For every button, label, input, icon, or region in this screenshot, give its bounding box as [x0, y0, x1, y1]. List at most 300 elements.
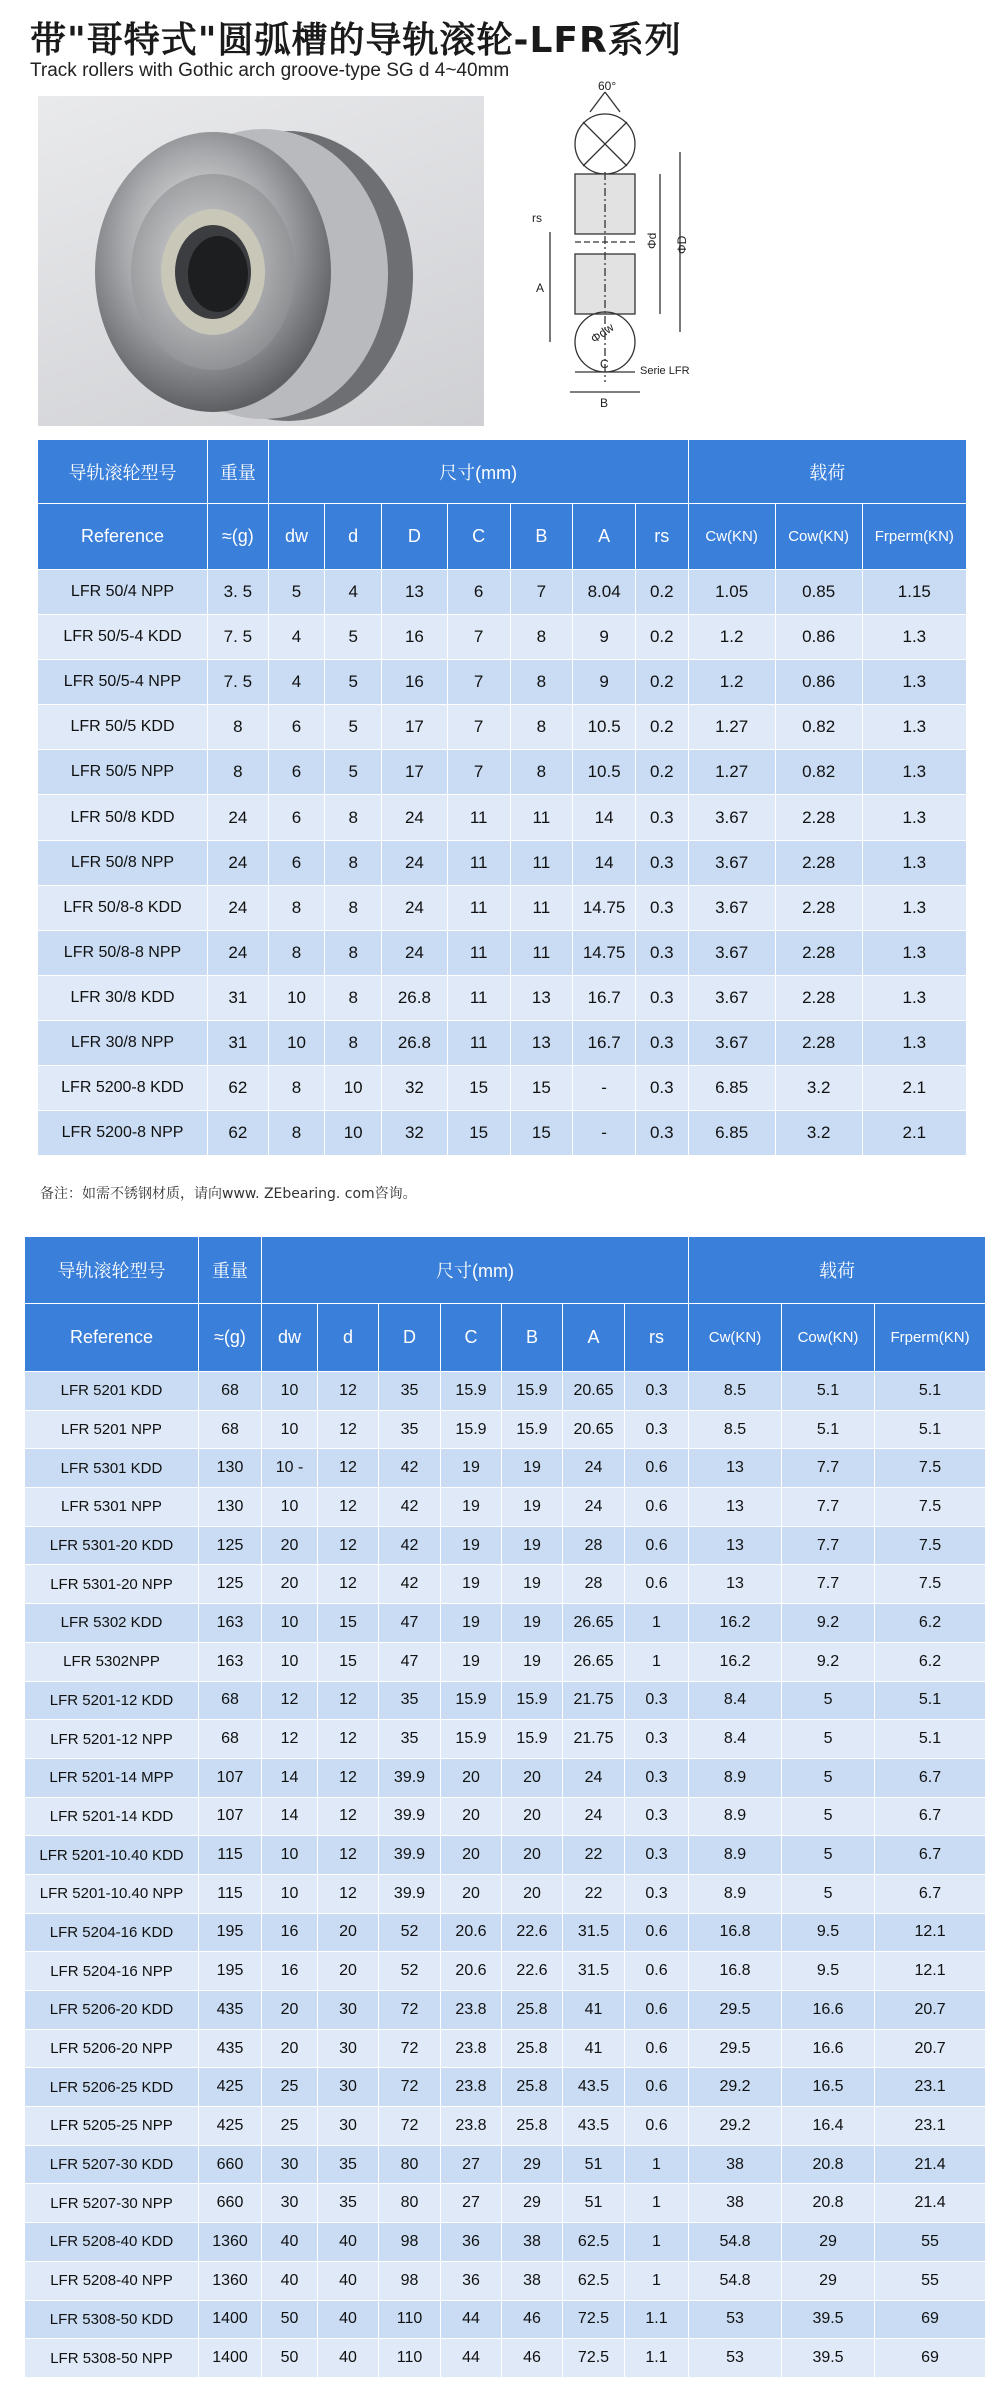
cell-value: 24: [382, 840, 448, 885]
cell-value: 1.27: [688, 705, 775, 750]
cell-value: 3.67: [688, 885, 775, 930]
cell-reference: LFR 5201-12 NPP: [25, 1720, 199, 1759]
cell-value: 115: [199, 1836, 262, 1875]
table-row: [38, 1111, 967, 1156]
cell-reference: LFR 50/5 NPP: [38, 750, 208, 795]
cell-value: 0.82: [775, 705, 862, 750]
header-col-D: D: [379, 1304, 441, 1372]
cell-value: 15: [318, 1642, 379, 1681]
cell-value: 16.8: [689, 1913, 782, 1952]
cell-value: 20: [318, 1952, 379, 1991]
cell-value: 2.28: [775, 930, 862, 975]
page-subtitle: Track rollers with Gothic arch groove-type SG d 4~40mm: [30, 60, 510, 81]
cell-reference: LFR 50/8 KDD: [38, 795, 208, 840]
cell-value: 20.65: [563, 1372, 625, 1411]
header-load-cn: 载荷: [689, 1237, 986, 1304]
cell-value: 39.5: [782, 2339, 875, 2378]
cell-value: 12: [318, 1681, 379, 1720]
cell-value: 8.9: [689, 1836, 782, 1875]
cell-value: 27: [441, 2145, 502, 2184]
cell-value: 8.4: [689, 1681, 782, 1720]
cell-value: 16: [262, 1913, 318, 1952]
cell-value: 1.3: [862, 750, 966, 795]
header-col-B: B: [510, 504, 573, 570]
cell-reference: LFR 5301-20 KDD: [25, 1526, 199, 1565]
cross-section-diagram: [520, 79, 730, 412]
cell-value: 17: [382, 750, 448, 795]
cell-value: 40: [262, 2223, 318, 2262]
cell-value: 12: [262, 1681, 318, 1720]
table-row: [25, 2145, 986, 2184]
cell-value: 35: [379, 1720, 441, 1759]
cell-value: 7.5: [875, 1449, 986, 1488]
header-col-A: A: [563, 1304, 625, 1372]
cell-value: 0.3: [625, 1874, 689, 1913]
cell-value: 15.9: [441, 1410, 502, 1449]
cell-reference: LFR 5201 KDD: [25, 1372, 199, 1411]
cell-value: 15: [447, 1066, 510, 1111]
cell-value: 42: [379, 1488, 441, 1527]
cell-value: 27: [441, 2184, 502, 2223]
cell-value: 125: [199, 1526, 262, 1565]
header-col-dw: dw: [268, 504, 325, 570]
cell-value: 42: [379, 1449, 441, 1488]
cell-value: 1.27: [688, 750, 775, 795]
cell-value: 9: [573, 660, 636, 705]
cell-value: 39.9: [379, 1797, 441, 1836]
cell-value: 107: [199, 1797, 262, 1836]
cell-value: 24: [208, 885, 269, 930]
cell-value: 19: [502, 1565, 563, 1604]
cell-value: 20: [262, 1991, 318, 2030]
dd-label: ΦD: [675, 235, 689, 254]
cell-value: 1.3: [862, 705, 966, 750]
cell-reference: LFR 5206-20 NPP: [25, 2029, 199, 2068]
cell-value: 17: [382, 705, 448, 750]
cell-value: 0.82: [775, 750, 862, 795]
cell-value: 69: [875, 2339, 986, 2378]
cell-value: 50: [262, 2339, 318, 2378]
cell-value: 10: [262, 1836, 318, 1875]
cell-value: 19: [441, 1449, 502, 1488]
cell-value: 80: [379, 2184, 441, 2223]
cell-value: 7.7: [782, 1449, 875, 1488]
cell-reference: LFR 5207-30 NPP: [25, 2184, 199, 2223]
cell-value: 13: [689, 1488, 782, 1527]
cell-value: 25.8: [502, 2107, 563, 2146]
cell-reference: LFR 5208-40 KDD: [25, 2223, 199, 2262]
cell-value: 98: [379, 2223, 441, 2262]
spec-table-2: [24, 1236, 986, 2378]
cell-value: 21.4: [875, 2184, 986, 2223]
cell-value: 8.04: [573, 570, 636, 615]
cell-value: 8.5: [689, 1410, 782, 1449]
cell-value: 72: [379, 2068, 441, 2107]
cell-value: 0.3: [635, 840, 688, 885]
cell-reference: LFR 5200-8 KDD: [38, 1066, 208, 1111]
cell-value: 10: [325, 1111, 382, 1156]
cell-value: 1.3: [862, 660, 966, 705]
cell-value: 15.9: [502, 1720, 563, 1759]
cell-value: 29.5: [689, 1991, 782, 2030]
cell-value: 660: [199, 2184, 262, 2223]
table-row: [25, 2300, 986, 2339]
table-row: [38, 660, 967, 705]
cell-reference: LFR 5205-25 NPP: [25, 2107, 199, 2146]
cell-reference: LFR 5308-50 NPP: [25, 2339, 199, 2378]
cell-value: 26.65: [563, 1604, 625, 1643]
header-col-dw: dw: [262, 1304, 318, 1372]
roller-photo: [38, 96, 484, 426]
cell-value: 68: [199, 1681, 262, 1720]
cell-value: 5.1: [782, 1372, 875, 1411]
cell-value: 0.3: [635, 1111, 688, 1156]
cell-value: 1: [625, 1642, 689, 1681]
cell-reference: LFR 50/4 NPP: [38, 570, 208, 615]
c-label: C: [600, 357, 609, 371]
cell-value: 1.15: [862, 570, 966, 615]
header-col-cw: Cw(KN): [688, 504, 775, 570]
cell-value: 16.6: [782, 1991, 875, 2030]
cell-value: 15: [318, 1604, 379, 1643]
cell-value: 38: [689, 2184, 782, 2223]
table-row: [25, 1874, 986, 1913]
cell-value: 11: [447, 885, 510, 930]
cell-reference: LFR 5302NPP: [25, 1642, 199, 1681]
header-col-rs: rs: [625, 1304, 689, 1372]
cell-value: 16.5: [782, 2068, 875, 2107]
cell-value: 16.8: [689, 1952, 782, 1991]
header-load-cn: 载荷: [688, 440, 966, 504]
cell-value: 10: [325, 1066, 382, 1111]
cell-value: 25.8: [502, 2029, 563, 2068]
cell-reference: LFR 5201 NPP: [25, 1410, 199, 1449]
cell-value: 10: [268, 975, 325, 1020]
cell-value: 5.1: [875, 1681, 986, 1720]
cell-value: 5: [782, 1758, 875, 1797]
cell-value: 8: [268, 885, 325, 930]
cell-value: 23.8: [441, 2068, 502, 2107]
cell-value: 115: [199, 1874, 262, 1913]
cell-reference: LFR 50/8 NPP: [38, 840, 208, 885]
cell-value: 10: [262, 1488, 318, 1527]
cell-value: 26.8: [382, 975, 448, 1020]
cell-value: 16.2: [689, 1642, 782, 1681]
table-row: [38, 615, 967, 660]
cell-value: 425: [199, 2068, 262, 2107]
rs-label: rs: [532, 211, 542, 225]
cell-value: 3.67: [688, 795, 775, 840]
cell-value: 41: [563, 2029, 625, 2068]
angle-label: 60°: [598, 79, 617, 93]
cell-value: 25.8: [502, 1991, 563, 2030]
cell-value: 110: [379, 2339, 441, 2378]
cell-value: 8: [510, 660, 573, 705]
cell-value: 51: [563, 2145, 625, 2184]
cell-value: 72: [379, 2029, 441, 2068]
table-row: [38, 975, 967, 1020]
cell-value: 6.7: [875, 1874, 986, 1913]
cell-value: 19: [441, 1604, 502, 1643]
cell-value: 12: [318, 1797, 379, 1836]
cell-value: 62.5: [563, 2261, 625, 2300]
cell-value: 5.1: [875, 1720, 986, 1759]
cell-value: 24: [382, 795, 448, 840]
cell-reference: LFR 5204-16 NPP: [25, 1952, 199, 1991]
cell-value: 31.5: [563, 1952, 625, 1991]
cell-value: 30: [262, 2184, 318, 2223]
cell-value: 8: [268, 1066, 325, 1111]
cell-value: 8: [325, 840, 382, 885]
table-row: [25, 1991, 986, 2030]
header-weight-cn: 重量: [199, 1237, 262, 1304]
cell-value: 25.8: [502, 2068, 563, 2107]
cell-value: 23.1: [875, 2107, 986, 2146]
cell-value: 13: [689, 1526, 782, 1565]
cell-value: 5: [325, 660, 382, 705]
header-col-B: B: [502, 1304, 563, 1372]
cell-value: 8: [325, 930, 382, 975]
table-row: [38, 795, 967, 840]
cell-value: 46: [502, 2339, 563, 2378]
table-row: [25, 1952, 986, 1991]
cell-value: 3.67: [688, 930, 775, 975]
cell-value: 19: [441, 1488, 502, 1527]
table-row: [25, 2261, 986, 2300]
cell-value: 0.3: [625, 1758, 689, 1797]
cell-value: 10: [262, 1410, 318, 1449]
cell-value: 19: [502, 1488, 563, 1527]
cell-value: 16.7: [573, 975, 636, 1020]
cell-value: 38: [689, 2145, 782, 2184]
header-model-cn: 导轨滚轮型号: [25, 1237, 199, 1304]
table-row: [25, 1604, 986, 1643]
cell-value: 32: [382, 1066, 448, 1111]
cell-value: 0.3: [625, 1681, 689, 1720]
cell-value: 8: [510, 615, 573, 660]
cell-value: 1.3: [862, 885, 966, 930]
table-row: [25, 1372, 986, 1411]
cell-value: 62.5: [563, 2223, 625, 2262]
cell-value: 21.75: [563, 1720, 625, 1759]
cell-value: 130: [199, 1449, 262, 1488]
header-col-frperm: Frperm(KN): [862, 504, 966, 570]
cell-value: 1: [625, 1604, 689, 1643]
cell-value: 2.28: [775, 885, 862, 930]
cell-value: 8: [325, 975, 382, 1020]
header-col-A: A: [573, 504, 636, 570]
cell-value: 15: [510, 1066, 573, 1111]
table-row: [25, 2029, 986, 2068]
cell-value: 5: [782, 1681, 875, 1720]
cell-reference: LFR 5301-20 NPP: [25, 1565, 199, 1604]
cell-value: 435: [199, 2029, 262, 2068]
cell-value: 7. 5: [208, 615, 269, 660]
cell-value: 20: [441, 1836, 502, 1875]
cell-value: 0.3: [635, 975, 688, 1020]
cell-value: 0.3: [625, 1410, 689, 1449]
cell-value: 6: [447, 570, 510, 615]
cell-value: 16.6: [782, 2029, 875, 2068]
cell-value: 16.4: [782, 2107, 875, 2146]
cell-value: 130: [199, 1488, 262, 1527]
table-row: [38, 750, 967, 795]
cell-value: 11: [510, 840, 573, 885]
cell-value: 20: [262, 1565, 318, 1604]
cell-value: 12: [318, 1526, 379, 1565]
cell-value: 4: [268, 660, 325, 705]
cell-value: 0.6: [625, 2029, 689, 2068]
table-row: [25, 1681, 986, 1720]
cell-reference: LFR 50/5 KDD: [38, 705, 208, 750]
cell-value: 23.8: [441, 2029, 502, 2068]
table-row: [25, 1797, 986, 1836]
cell-value: 3.67: [688, 975, 775, 1020]
cell-value: 72.5: [563, 2339, 625, 2378]
cell-value: 5: [782, 1874, 875, 1913]
header-col-d: d: [325, 504, 382, 570]
cell-value: 7.7: [782, 1526, 875, 1565]
cell-value: 0.3: [635, 1020, 688, 1065]
cell-value: 14.75: [573, 885, 636, 930]
cell-value: 5: [268, 570, 325, 615]
cell-value: 12: [318, 1758, 379, 1797]
table-row: [25, 1913, 986, 1952]
cell-value: 30: [318, 1991, 379, 2030]
page-title: 带"哥特式"圆弧槽的导轨滚轮-LFR系列: [30, 20, 682, 61]
cell-value: 7: [447, 750, 510, 795]
cell-value: 19: [502, 1526, 563, 1565]
cell-reference: LFR 50/5-4 KDD: [38, 615, 208, 660]
cell-reference: LFR 50/8-8 NPP: [38, 930, 208, 975]
cell-value: 24: [563, 1797, 625, 1836]
cell-value: 0.6: [625, 1449, 689, 1488]
cell-value: 5.1: [875, 1372, 986, 1411]
table-row: [38, 840, 967, 885]
cell-value: 20: [441, 1758, 502, 1797]
cell-value: 11: [447, 795, 510, 840]
cell-value: 163: [199, 1604, 262, 1643]
cell-value: 42: [379, 1565, 441, 1604]
cell-value: 1: [625, 2261, 689, 2300]
cell-value: 20: [262, 2029, 318, 2068]
cell-value: 23.8: [441, 1991, 502, 2030]
cell-value: 47: [379, 1604, 441, 1643]
cell-value: 6.85: [688, 1066, 775, 1111]
cell-value: 6.7: [875, 1758, 986, 1797]
cell-value: 36: [441, 2223, 502, 2262]
table-row: [38, 885, 967, 930]
cell-value: 4: [325, 570, 382, 615]
cell-value: 50: [262, 2300, 318, 2339]
cell-value: 0.3: [635, 1066, 688, 1111]
cell-value: 30: [318, 2068, 379, 2107]
cell-value: 39.9: [379, 1836, 441, 1875]
cell-value: 22: [563, 1836, 625, 1875]
cell-value: 24: [563, 1449, 625, 1488]
cell-value: 7. 5: [208, 660, 269, 705]
cell-value: 24: [208, 840, 269, 885]
cell-value: 29: [782, 2261, 875, 2300]
cell-value: 38: [502, 2223, 563, 2262]
cell-value: 41: [563, 1991, 625, 2030]
cell-value: 0.2: [635, 705, 688, 750]
cell-value: 3.2: [775, 1111, 862, 1156]
cell-reference: LFR 5206-20 KDD: [25, 1991, 199, 2030]
cell-value: 12: [318, 1720, 379, 1759]
cell-value: 42: [379, 1526, 441, 1565]
cell-value: 125: [199, 1565, 262, 1604]
cell-value: 20: [502, 1836, 563, 1875]
cell-value: 0.3: [625, 1797, 689, 1836]
cell-value: 38: [502, 2261, 563, 2300]
cell-value: 10.5: [573, 705, 636, 750]
header-dims-cn: 尺寸(mm): [268, 440, 688, 504]
cell-value: 0.3: [635, 795, 688, 840]
cell-value: 24: [563, 1488, 625, 1527]
cell-reference: LFR 50/8-8 KDD: [38, 885, 208, 930]
cell-value: 1: [625, 2223, 689, 2262]
cell-value: 15: [510, 1111, 573, 1156]
cell-value: 0.6: [625, 1526, 689, 1565]
cell-value: 20.65: [563, 1410, 625, 1449]
cell-value: 7.5: [875, 1526, 986, 1565]
cell-value: 425: [199, 2107, 262, 2146]
cell-value: 26.8: [382, 1020, 448, 1065]
cell-value: 1.1: [625, 2339, 689, 2378]
cell-reference: LFR 50/5-4 NPP: [38, 660, 208, 705]
cell-value: 0.6: [625, 1913, 689, 1952]
header-weight-cn: 重量: [208, 440, 269, 504]
cell-value: 39.9: [379, 1758, 441, 1797]
cell-value: 16.7: [573, 1020, 636, 1065]
table-row: [25, 2223, 986, 2262]
cell-value: 30: [262, 2145, 318, 2184]
cell-reference: LFR 5201-12 KDD: [25, 1681, 199, 1720]
cell-reference: LFR 30/8 KDD: [38, 975, 208, 1020]
cell-value: 0.85: [775, 570, 862, 615]
cell-reference: LFR 5201-14 MPP: [25, 1758, 199, 1797]
cell-value: 29.5: [689, 2029, 782, 2068]
cell-value: 21.75: [563, 1681, 625, 1720]
cell-value: 32: [382, 1111, 448, 1156]
cell-value: 7.7: [782, 1488, 875, 1527]
table-row: [25, 1642, 986, 1681]
cell-reference: LFR 5200-8 NPP: [38, 1111, 208, 1156]
cell-value: 8.4: [689, 1720, 782, 1759]
cell-value: 43.5: [563, 2068, 625, 2107]
cell-value: 1.05: [688, 570, 775, 615]
header-col-rs: rs: [635, 504, 688, 570]
cell-value: 11: [447, 930, 510, 975]
cell-value: 20: [502, 1797, 563, 1836]
table-row: [38, 1020, 967, 1065]
cell-value: 8.5: [689, 1372, 782, 1411]
cell-value: 1: [625, 2145, 689, 2184]
cell-value: 1: [625, 2184, 689, 2223]
cell-value: 14: [262, 1758, 318, 1797]
table-row: [25, 2068, 986, 2107]
cell-value: 19: [502, 1604, 563, 1643]
cell-value: 7: [447, 615, 510, 660]
cell-value: 30: [318, 2029, 379, 2068]
cell-value: 7: [510, 570, 573, 615]
cell-value: 72: [379, 2107, 441, 2146]
cell-value: 3.67: [688, 1020, 775, 1065]
cell-value: 44: [441, 2300, 502, 2339]
cell-value: 6: [268, 750, 325, 795]
cell-value: 8: [510, 750, 573, 795]
